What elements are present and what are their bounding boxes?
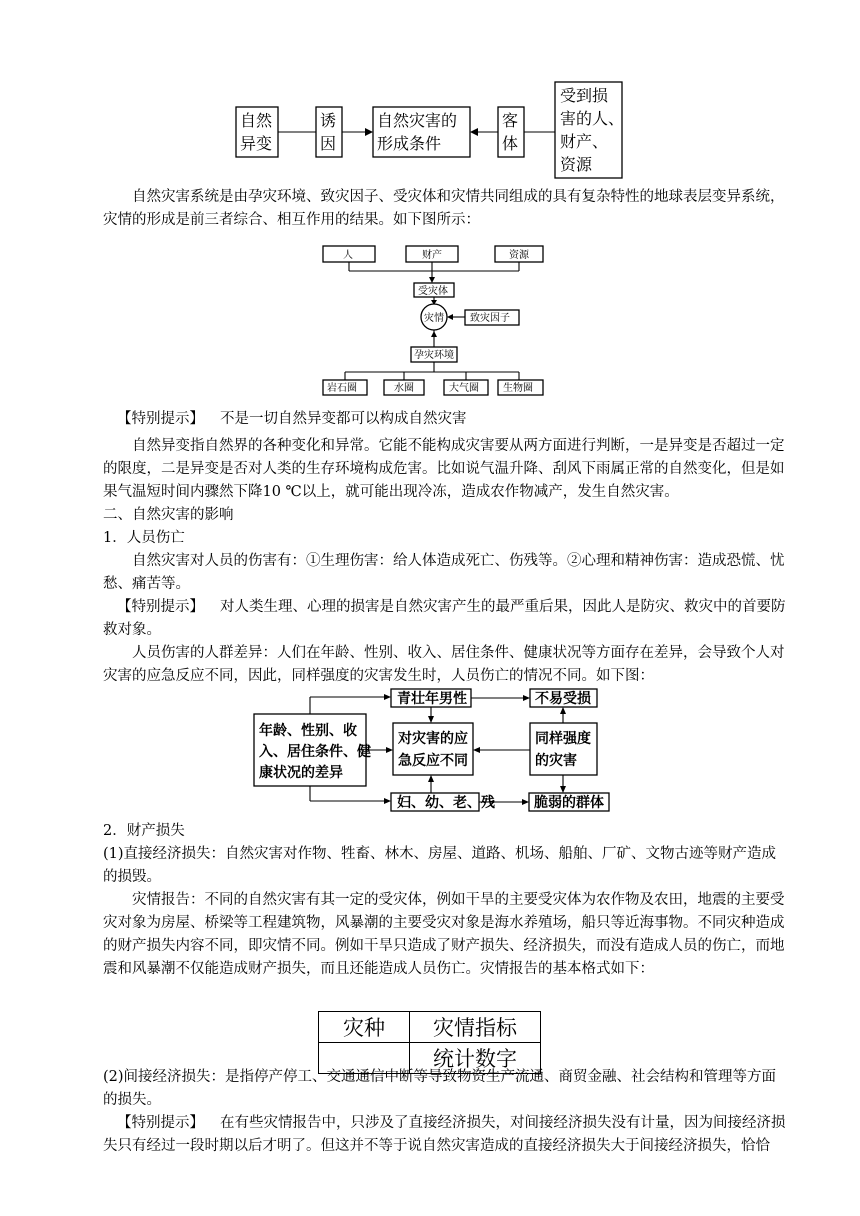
disaster-report-table: [318, 1011, 541, 1074]
box-natural-variation-line1: 自然: [240, 111, 273, 130]
receiver-box: 受灾体: [418, 286, 448, 297]
bottom-box-atmosphere: 大气圈: [449, 383, 479, 394]
box-inducement-line1: 诱: [320, 111, 337, 130]
middle-box-line1: 对灾害的应: [398, 731, 468, 747]
mid-right-box-line1: 同样强度: [535, 731, 591, 747]
tip-2-text: 对人类生理、心理的损害是自然灾害产生的最严重后果，因此人是防灾、救灾中的首要防救对象。: [103, 599, 786, 638]
environment-box: 孕灾环境: [414, 350, 454, 361]
center-circle: 灾情: [424, 313, 444, 324]
bottom-right-box: 脆弱的群体: [534, 795, 604, 811]
bottom-box-biosphere: 生物圈: [503, 383, 533, 394]
subsection-property: 2．财产损失: [103, 823, 185, 839]
para-direct-loss: (1)直接经济损失：自然灾害对作物、牲畜、林木、房屋、道路、机场、船舶、厂矿、文物古迹等财产造成的损毁。: [103, 846, 777, 885]
top-box-resources: 资源: [509, 250, 529, 261]
para-population-difference: 人员伤害的人群差异：人们在年龄、性别、收入、居住条件、健康状况等方面存在差异，会导致个人对灾害的应急反应不同，因此，同样强度的灾害发生时，人员伤亡的情况不同。如下图：: [103, 645, 785, 684]
left-box-line3: 康状况的差异: [259, 765, 343, 781]
box-formation-line1: 自然灾害的: [377, 111, 458, 130]
box-object-line2: 体: [502, 134, 519, 153]
mid-right-box-line2: 的灾害: [535, 753, 577, 769]
tip-1-label: 【特别提示】: [117, 411, 204, 427]
subsection-casualties: 1．人员伤亡: [103, 530, 185, 546]
box-damaged-line2: 害的人、: [560, 109, 625, 128]
left-box-line1: 年龄、性别、收: [259, 723, 357, 739]
disaster-system-diagram: [320, 243, 546, 398]
tip-3-label: 【特别提示】: [117, 1115, 204, 1131]
box-natural-variation-line2: 异变: [240, 134, 273, 153]
tip-2: [103, 596, 787, 642]
report-col-type: 灾种: [319, 1012, 410, 1043]
formation-conditions-diagram: [230, 80, 630, 180]
tip-3-text: 在有些灾情报告中，只涉及了直接经济损失，对间接经济损失没有计量，因为间接经济损失只有经过一段时期以后才明了。但这并不等于说自然灾害造成的直接经济损失大于间接经济损失，恰恰: [103, 1115, 786, 1154]
box-inducement-line2: 因: [320, 134, 337, 153]
top-right-box: 不易受损: [535, 691, 591, 707]
box-object-line1: 客: [502, 111, 519, 130]
section-2-heading: 二、自然灾害的影响: [103, 507, 234, 523]
tip-1: [117, 408, 467, 431]
bottom-box-hydrosphere: 水圈: [394, 383, 414, 394]
middle-box-line2: 急反应不同: [398, 753, 468, 769]
tip-2-label: 【特别提示】: [117, 599, 204, 615]
bottom-box-lithosphere: 岩石圈: [327, 383, 357, 394]
para-variation: 自然异变指自然界的各种变化和异常。它能不能构成灾害要从两方面进行判断，一是异变是否超过一定的限度，二是异变是否对人类的生存环境构成危害。比如说气温升降、刮风下雨属正常的自然变化，但是如果气温短时间内骤然下降10 ℃以上，就可能出现冷冻，造成农作物减产，发生自然灾害。: [103, 438, 785, 500]
top-box-people: 人: [343, 250, 353, 261]
tip-3: [103, 1112, 787, 1158]
para-system: 自然灾害系统是由孕灾环境、致灾因子、受灾体和灾情共同组成的具有复杂特性的地球表层变异系统，灾情的形成是前三者综合、相互作用的结果。如下图所示：: [103, 189, 785, 228]
para-indirect-loss: (2)间接经济损失：是指停产停工、交通通信中断等导致物资生产流通、商贸金融、社会结构和管理等方面的损失。: [103, 1069, 777, 1108]
top-middle-box: 青壮年男性: [397, 691, 467, 707]
population-difference-diagram: [250, 687, 620, 817]
box-formation-line2: 形成条件: [377, 134, 442, 153]
para-disaster-report: 灾情报告：不同的自然灾害有其一定的受灾体，例如干旱的主要受灾体为农作物及农田，地震的主要受灾对象为房屋、桥梁等工程建筑物，风暴潮的主要受灾对象是海水养殖场，船只等近海事物。不同灾种造成的财产损失内容不同，即灾情不同。例如干旱只造成了财产损失、经济损失，而没有造成人员的伤亡，而地震和风暴潮不仅能造成财产损失，而且还能造成人员伤亡。灾情报告的基本格式如下：: [103, 892, 785, 977]
bottom-middle-box: 妇、幼、老、残: [397, 795, 495, 811]
tip-1-text: 不是一切自然异变都可以构成自然灾害: [220, 411, 467, 427]
box-damaged-line3: 财产、: [560, 132, 609, 151]
report-statistics: 统计数字: [410, 1043, 541, 1074]
left-box-line2: 入、居住条件、健: [259, 744, 371, 760]
box-damaged-line1: 受到损: [560, 86, 609, 105]
para-casualties: 自然灾害对人员的伤害有：①生理伤害：给人体造成死亡、伤残等。②心理和精神伤害：造成恐慌、忧愁、痛苦等。: [103, 553, 785, 592]
factor-box: 致灾因子: [470, 313, 510, 324]
report-col-indicator: 灾情指标: [410, 1012, 541, 1043]
top-box-property: 财产: [422, 250, 442, 261]
box-damaged-line4: 资源: [560, 155, 593, 174]
